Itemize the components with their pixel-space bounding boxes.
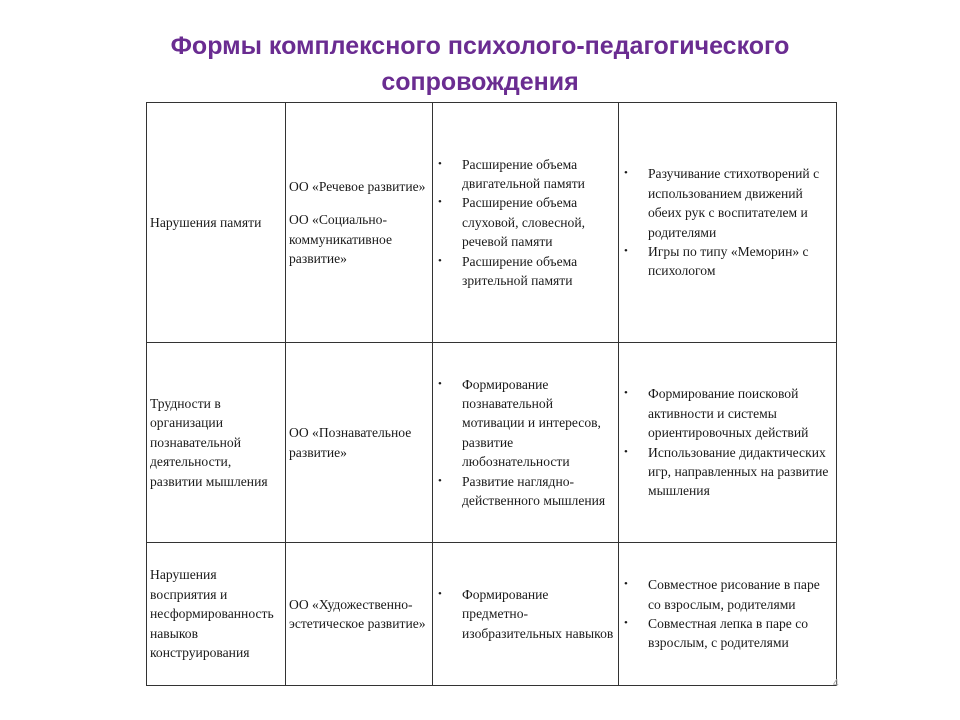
area-cell — [286, 543, 433, 686]
problem-cell — [147, 543, 286, 686]
tasks-list — [436, 155, 615, 291]
problem-cell — [147, 103, 286, 343]
area-text: ОО «Социально-коммуникативное развитие» — [289, 212, 392, 266]
forms-cell — [619, 343, 837, 543]
table-row-memory — [147, 103, 837, 343]
tasks-cell — [433, 543, 619, 686]
form-item: • Игры по типу «Меморин» с психологом — [648, 242, 833, 281]
title-line-2: сопровождения — [381, 68, 579, 96]
form-item: • Разучивание стихотворений с использованием движений обеих рук с воспитателем и родителями — [648, 164, 833, 242]
forms-cell — [619, 103, 837, 343]
task-item: • Формирование познавательной мотивации и интересов, развитие любознательности — [462, 375, 615, 472]
title-line-1: Формы комплексного психолого-педагогического — [170, 32, 790, 60]
area-text: ОО «Познавательное развитие» — [289, 425, 412, 460]
support-forms-table — [146, 102, 837, 686]
page-number: 4 — [833, 678, 839, 689]
forms-list — [622, 164, 833, 280]
form-item: • Формирование поисковой активности и системы ориентировочных действий — [648, 384, 833, 442]
table-row-perception — [147, 543, 837, 686]
tasks-cell — [433, 343, 619, 543]
task-item: • Расширение объема зрительной памяти — [462, 252, 615, 291]
forms-list — [622, 384, 833, 500]
task-item: • Формирование предметно-изобразительных навыков — [462, 585, 615, 643]
area-text: ОО «Речевое развитие» — [289, 178, 426, 194]
area-text: ОО «Художественно-эстетическое развитие» — [289, 596, 426, 631]
problem-text: Трудности в организации познавательной деятельности, развитии мышления — [150, 395, 268, 489]
task-item: • Расширение объема слуховой, словесной, речевой памяти — [462, 193, 615, 251]
forms-list — [622, 575, 833, 653]
area-cell — [286, 103, 433, 343]
tasks-list — [436, 585, 615, 643]
forms-cell — [619, 543, 837, 686]
slide-title — [100, 28, 860, 100]
table-row-cognition — [147, 343, 837, 543]
tasks-list — [436, 375, 615, 511]
area-cell — [286, 343, 433, 543]
task-item: • Развитие наглядно-действенного мышления — [462, 472, 615, 511]
problem-text: Нарушения восприятия и несформированность навыков конструирования — [150, 567, 274, 661]
task-item: • Расширение объема двигательной памяти — [462, 155, 615, 194]
form-item: • Использование дидактических игр, направленных на развитие мышления — [648, 443, 833, 501]
form-item: • Совместное рисование в паре со взрослым, родителями — [648, 575, 833, 614]
problem-cell — [147, 343, 286, 543]
problem-text: Нарушения памяти — [150, 214, 262, 230]
tasks-cell — [433, 103, 619, 343]
form-item: • Совместная лепка в паре со взрослым, с родителями — [648, 614, 833, 653]
